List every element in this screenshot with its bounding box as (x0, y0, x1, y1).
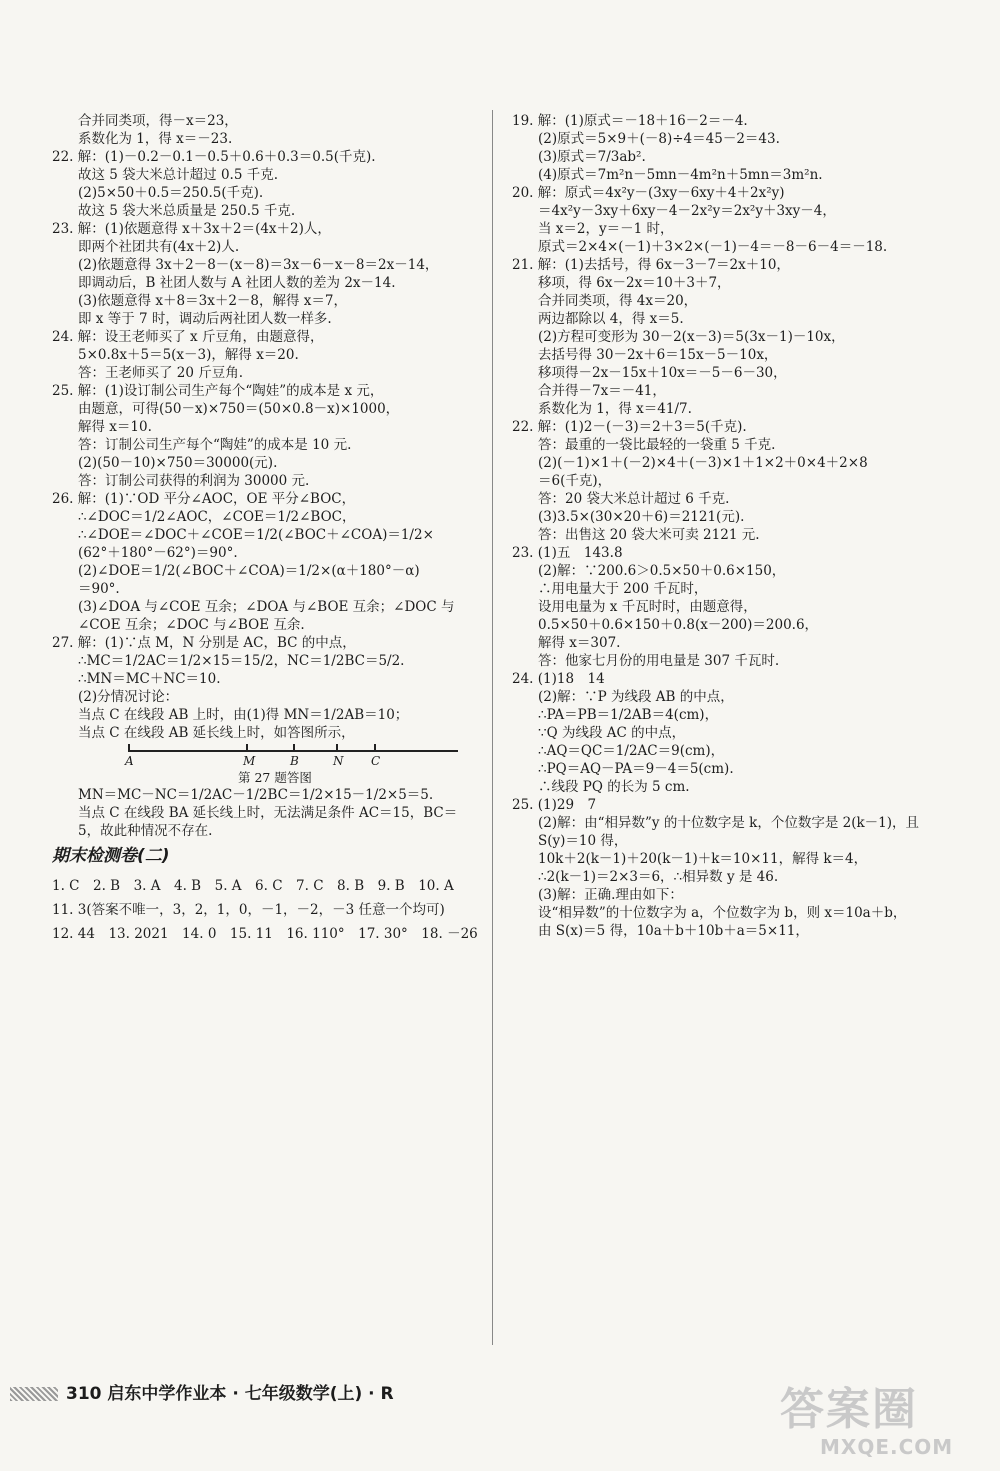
solution-line: ∴2(k－1)＝2×3＝6，∴相异数 y 是 46. (538, 869, 779, 885)
solution-line: (2)5×50＋0.5＝250.5(千克). (78, 185, 264, 201)
left-solution-lines (52, 112, 486, 742)
column-divider (492, 110, 493, 1345)
solution-line: 合并同类项，得－x＝23， (78, 113, 238, 129)
solution-line: 27. 解：(1)∵点 M，N 分别是 AC，BC 的中点， (52, 635, 356, 651)
solution-line: 移项得－2x－15x＋10x＝－5－6－30， (538, 365, 787, 381)
solution-line: ∴∠DOE＝∠DOC＋∠COE＝1/2(∠BOC＋∠COA)＝1/2× (78, 527, 434, 543)
solution-line: 即调动后，B 社团人数与 A 社团人数的差为 2x－14. (78, 275, 396, 291)
solution-line: (2)原式＝5×9＋(－8)÷4＝45－2＝43. (538, 131, 780, 147)
solution-line: 设用电量为 x 千瓦时时，由题意得， (538, 599, 757, 615)
solution-line: 5，故此种情况不存在. (78, 823, 213, 839)
right-solution-lines (512, 112, 960, 940)
solution-line: ∠COE 互余；∠DOC 与∠BOE 互余. (78, 617, 305, 633)
solution-line: ∴MC＝1/2AC＝1/2×15＝15/2，NC＝1/2BC＝5/2. (78, 653, 405, 669)
point-tick (374, 744, 376, 752)
figure-27-number-line (78, 744, 486, 786)
solution-line: ∴用电量大于 200 千瓦时， (538, 581, 708, 597)
solution-line: 合并得－7x＝－41， (538, 383, 666, 399)
solution-line: (2)解：∵P 为线段 AB 的中点， (538, 689, 734, 705)
solution-line: S(y)＝10 得， (538, 833, 628, 849)
page-footer (10, 1382, 610, 1406)
solution-line: (2)(50－10)×750＝30000(元). (78, 455, 278, 471)
solution-line: 24. (1)18 14 (512, 671, 605, 687)
solution-line: 答：订制公司生产每个“陶娃”的成本是 10 元. (78, 437, 352, 453)
solution-line: ∴MN＝MC＋NC＝10. (78, 671, 221, 687)
solution-line: 答：出售这 20 袋大米可卖 2121 元. (538, 527, 760, 543)
point-tick (246, 744, 248, 752)
watermark-url: MXQE.COM (820, 1435, 954, 1459)
solution-line: (3)依题意得 x＋8＝3x＋2－8，解得 x＝7， (78, 293, 347, 309)
solution-line: ∴PQ＝AQ－PA＝9－4＝5(cm). (538, 761, 734, 777)
solution-line: 两边都除以 4，得 x＝5. (538, 311, 684, 327)
solution-line: 22. 解：(1)2－(－3)＝2＋3＝5(千克). (512, 419, 747, 435)
solution-line: (3)3.5×(30×20＋6)＝2121(元). (538, 509, 745, 525)
solution-line: 解得 x＝307. (538, 635, 621, 651)
solution-line: 23. 解：(1)依题意得 x＋3x＋2＝(4x＋2)人， (52, 221, 331, 237)
point-tick (336, 744, 338, 752)
solution-line: (2)解：由“相异数”y 的十位数字是 k，个位数字是 2(k－1)，且 (538, 815, 919, 831)
solution-line: 25. (1)29 7 (512, 797, 597, 813)
decorative-pattern-icon (10, 1387, 58, 1401)
solution-line: ＝6(千克)， (538, 473, 612, 489)
solution-line: 0.5×50＋0.6×150＋0.8(x－200)＝200.6， (538, 617, 819, 633)
point-tick (293, 744, 295, 752)
solution-line: 22. 解：(1)－0.2－0.1－0.5＋0.6＋0.3＝0.5(千克). (52, 149, 376, 165)
solution-line: (2)∠DOE＝1/2(∠BOC＋∠COA)＝1/2×(α＋180°－α) (78, 563, 420, 579)
solution-line: ＝4x²y－3xy＋6xy－4－2x²y＝2x²y＋3xy－4， (538, 203, 836, 219)
solution-line: 10k＋2(k－1)＋20(k－1)＋k＝10×11，解得 k＝4， (538, 851, 868, 867)
page-number: 310 (66, 1384, 102, 1404)
solution-line: (3)原式＝7/3ab². (538, 149, 646, 165)
solution-line: 21. 解：(1)去括号，得 6x－3－7＝2x＋10， (512, 257, 790, 273)
solution-line: 19. 解：(1)原式＝－18＋16－2＝－4. (512, 113, 748, 129)
solution-line: 移项，得 6x－2x＝10＋3＋7， (538, 275, 731, 291)
solution-line: 由题意，可得(50－x)×750＝(50×0.8－x)×1000， (78, 401, 400, 417)
solution-line: ∴线段 PQ 的长为 5 cm. (538, 779, 690, 795)
solution-line: 26. 解：(1)∵OD 平分∠AOC，OE 平分∠BOC， (52, 491, 356, 507)
solution-line: 即 x 等于 7 时，调动后两社团人数一样多. (78, 311, 332, 327)
solution-line: (4)原式＝7m²n－5mn－4m²n＋5mn＝3m²n. (538, 167, 823, 183)
point-label: B (290, 754, 299, 768)
point-label: A (125, 754, 134, 768)
solution-line: (2)依题意得 3x＋2－8－(x－8)＝3x－6－x－8＝2x－14， (78, 257, 439, 273)
solution-line: 答：他家七月份的用电量是 307 千瓦时. (538, 653, 780, 669)
solution-line: ∴PA＝PB＝1/2AB＝4(cm)， (538, 707, 719, 723)
watermark-logo-text: 答案圈 (780, 1384, 918, 1435)
solution-line: 合并同类项，得 4x＝20， (538, 293, 698, 309)
book-title: 启东中学作业本 · 七年级数学(上) · R (107, 1384, 394, 1404)
answer-row: 11. 3(答案不唯一，3，2，1，0，－1，－2，－3 任意一个均可) (52, 902, 445, 918)
solution-line: (62°＋180°－62°)＝90°. (78, 545, 238, 561)
solution-line: 20. 解：原式＝4x²y－(3xy－6xy＋4＋2x²y) (512, 185, 785, 201)
solution-line: 去括号得 30－2x＋6＝15x－5－10x， (538, 347, 778, 363)
solution-line: 当点 C 在线段 BA 延长线上时，无法满足条件 AC＝15，BC＝ (78, 805, 458, 821)
point-label: C (371, 754, 381, 768)
solution-line: (3)解：正确.理由如下： (538, 887, 683, 903)
solution-line: 25. 解：(1)设订制公司生产每个“陶娃”的成本是 x 元， (52, 383, 384, 399)
solution-line: 答：20 袋大米总计超过 6 千克. (538, 491, 730, 507)
answer-list (52, 874, 486, 946)
section-title: 期末检测卷(二) (52, 846, 170, 866)
point-label: N (333, 754, 344, 768)
solution-line: 当 x＝2，y＝－1 时， (538, 221, 674, 237)
solution-line: ∵Q 为线段 AC 的中点， (538, 725, 686, 741)
solution-line: (2)方程可变形为 30－2(x－3)＝5(3x－1)－10x， (538, 329, 845, 345)
answer-row: 1. C 2. B 3. A 4. B 5. A 6. C 7. C 8. B 9. B 10. A (52, 878, 454, 894)
solution-line: 由 S(x)＝5 得，10a＋b＋10b＋a＝5×11， (538, 923, 809, 939)
solution-line: 答：订制公司获得的利润为 30000 元. (78, 473, 310, 489)
solution-line: 系数化为 1，得 x＝－23. (78, 131, 233, 147)
solution-line: 设“相异数”的十位数字为 a，个位数字为 b，则 x＝10a＋b， (538, 905, 907, 921)
solution-line: ∴∠DOC＝1/2∠AOC，∠COE＝1/2∠BOC， (78, 509, 356, 525)
solution-line: 系数化为 1，得 x＝41/7. (538, 401, 692, 417)
left-column (52, 112, 486, 946)
solution-line: MN＝MC－NC＝1/2AC－1/2BC＝1/2×15－1/2×5＝5. (78, 787, 434, 803)
point-tick (128, 744, 130, 752)
point-label: M (243, 754, 256, 768)
solution-line: (2)分情况讨论： (78, 689, 179, 705)
answer-row: 12. 44 13. 2021 14. 0 15. 11 16. 110° 17. 30° 18. －26 (52, 926, 478, 942)
solution-line: 23. (1)五 143.8 (512, 545, 623, 561)
solution-line: 故这 5 袋大米总质量是 250.5 千克. (78, 203, 296, 219)
solution-line: 解得 x＝10. (78, 419, 152, 435)
solution-line: 原式＝2×4×(－1)＋3×2×(－1)－4＝－8－6－4＝－18. (538, 239, 888, 255)
solution-line: 当点 C 在线段 AB 延长线上时，如答图所示， (78, 725, 355, 741)
site-watermark (780, 1385, 980, 1465)
solution-line: (2)解：∵200.6＞0.5×50＋0.6×150， (538, 563, 786, 579)
solution-line: 24. 解：设王老师买了 x 斤豆角，由题意得， (52, 329, 324, 345)
left-solution-lines-after-figure (52, 786, 486, 840)
solution-line: ＝90°. (78, 581, 120, 597)
figure-caption: 第 27 题答图 (238, 770, 312, 785)
solution-line: 5×0.8x＋5＝5(x－3)，解得 x＝20. (78, 347, 299, 363)
solution-line: 故这 5 袋大米总计超过 0.5 千克. (78, 167, 279, 183)
solution-line: 当点 C 在线段 AB 上时，由(1)得 MN＝1/2AB＝10； (78, 707, 409, 723)
solution-line: (3)∠DOA 与∠COE 互余；∠DOA 与∠BOE 互余；∠DOC 与 (78, 599, 455, 615)
right-column (512, 112, 960, 940)
solution-line: 答：王老师买了 20 斤豆角. (78, 365, 244, 381)
solution-line: (2)(－1)×1＋(－2)×4＋(－3)×1＋1×2＋0×4＋2×8 (538, 455, 868, 471)
solution-line: ∴AQ＝QC＝1/2AC＝9(cm)， (538, 743, 725, 759)
solution-line: 即两个社团共有(4x＋2)人. (78, 239, 240, 255)
solution-line: 答：最重的一袋比最轻的一袋重 5 千克. (538, 437, 776, 453)
